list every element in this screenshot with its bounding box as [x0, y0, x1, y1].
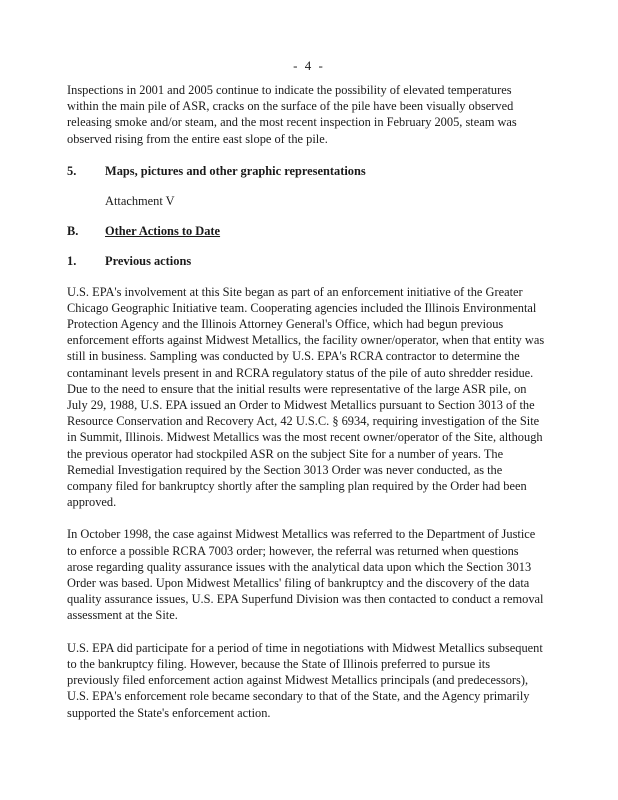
heading-maps-title: Maps, pictures and other graphic representations	[105, 163, 366, 178]
paragraph-inspections: Inspections in 2001 and 2005 continue to indicate the possibility of elevated temperatures within the main pile of ASR, cracks on the surface of the pile have been visually observed releasing smoke and/or steam, and the most recent inspection in February 2005, steam was observed rising from the entire east slope of the pile.	[67, 83, 517, 146]
heading-other-actions-title: Other Actions to Date	[105, 224, 221, 239]
paragraph-referral: In October 1998, the case against Midwest Metallics was referred to the Department of Justice to enforce a possible RCRA 7003 order; however, the referral was returned when questions arose regarding quality assurance issues with the analytical data upon which the Section 3013 Order was based. Upon Midwest Metallics' filing of bankruptcy and the discovery of the data quality assurance issues, U.S. EPA Superfund Division was then contacted to conduct a removal assessment at the Site.	[67, 527, 544, 623]
document-body	[67, 82, 545, 721]
heading-previous-actions-number: 1.	[67, 254, 77, 269]
heading-maps-number: 5.	[67, 163, 77, 178]
paragraph-negotiations: U.S. EPA did participate for a period of time in negotiations with Midwest Metallics subsequent to the bankruptcy filing. However, because the State of Illinois preferred to pursue its previously filed enforcement action against Midwest Metallics principals (and predecessors), U.S. EPA's enforcement role became secondary to that of the State, and the Agency primarily supported the State's enforcement action.	[67, 640, 543, 720]
heading-other-actions-number: B.	[67, 224, 79, 239]
heading-maps	[67, 163, 545, 179]
attachment-reference: Attachment V	[105, 194, 175, 209]
paragraph-involvement: U.S. EPA's involvement at this Site began as part of an enforcement initiative of the Greater Chicago Geographic Initiative team. Cooperating agencies included the Illinois Environmental Protection Agency and the Illinois Attorney General's Office, which had begun previous enforcement efforts against Midwest Metallics, the facility owner/operator, when that entity was still in business. Sampling was conducted by U.S. EPA's RCRA contractor to determine the contaminant levels present in and RCRA regulatory status of the pile of auto shredder residue. Due to the need to ensure that the initial results were representative of the large ASR pile, on July 29, 1988, U.S. EPA issued an Order to Midwest Metallics pursuant to Section 3013 of the Resource Conservation and Recovery Act, 42 U.S.C. § 6934, requiring investigation of the Site in Summit, Illinois. Midwest Metallics was the most recent owner/operator of the Site, although the previous operator had stockpiled ASR on the subject Site for a number of years. The Remedial Investigation required by the Section 3013 Order was never conducted, as the company filed for bankruptcy shortly after the sampling plan required by the Order had been approved.	[67, 284, 545, 510]
page-number: - 4 -	[293, 58, 325, 73]
heading-previous-actions	[67, 253, 545, 269]
heading-previous-actions-title: Previous actions	[105, 254, 192, 269]
heading-other-actions	[67, 223, 545, 239]
